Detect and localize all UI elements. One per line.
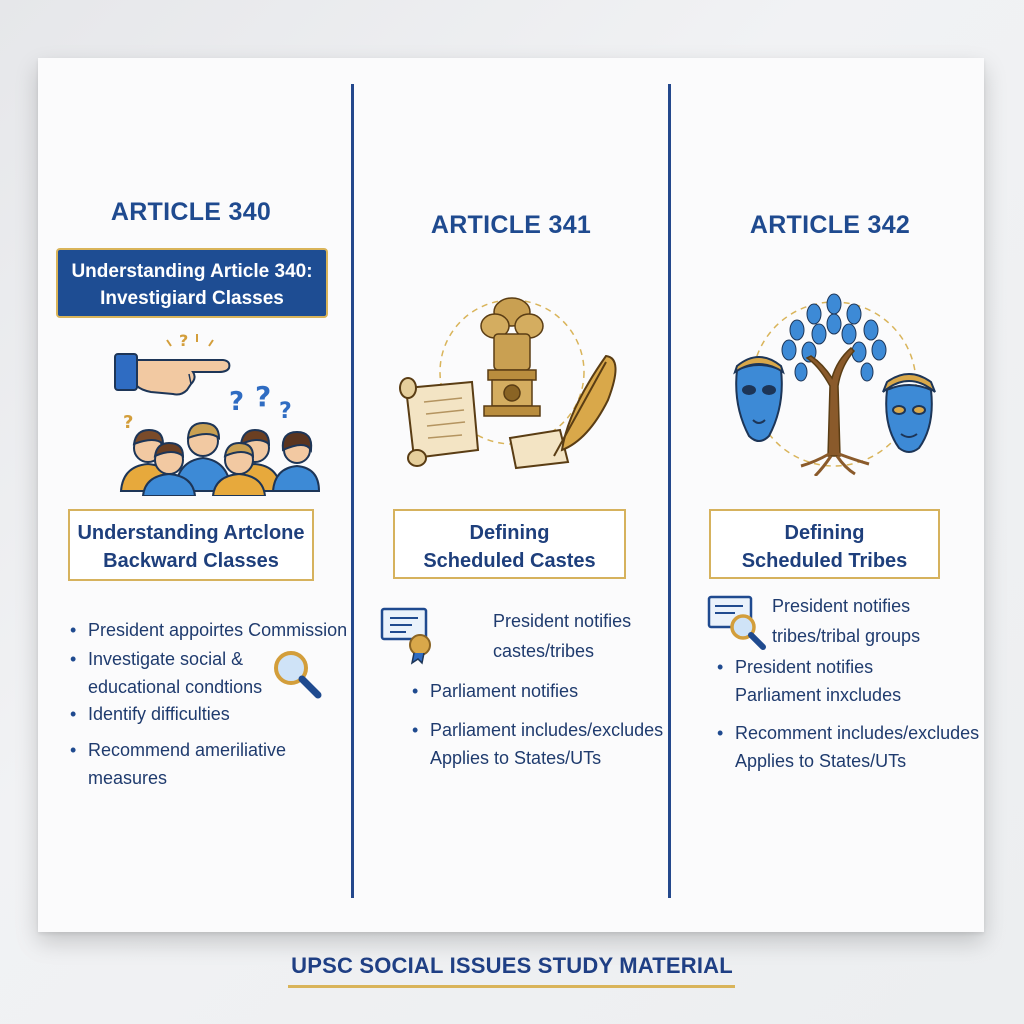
article-341-title: ARTICLE 341 xyxy=(430,211,592,239)
list-item xyxy=(70,736,287,792)
bullet-icon: • xyxy=(412,681,419,701)
article-342-title: ARTICLE 342 xyxy=(749,211,911,239)
svg-text:?: ? xyxy=(279,399,292,424)
subtitle-line-1: Understanding Artclone xyxy=(77,522,305,544)
scheduled-castes-illustration xyxy=(392,290,632,470)
subtitle-line-1: Defining xyxy=(469,522,550,544)
document-search-icon xyxy=(705,593,767,651)
list-item-text: Investigate social & xyxy=(88,649,244,669)
pointing-hand-icon xyxy=(115,354,229,395)
backward-classes-illustration xyxy=(93,326,323,496)
bullet-icon: • xyxy=(412,720,419,740)
lion-capital-emblem-icon xyxy=(481,298,543,416)
list-item xyxy=(717,719,980,775)
article-340-title: ARTICLE 340 xyxy=(110,198,272,226)
list-item xyxy=(70,616,348,644)
icon-note-line-2: castes/tribes xyxy=(493,641,595,661)
scheduled-tribes-illustration xyxy=(719,286,949,476)
list-item xyxy=(412,677,579,705)
certificate-icon xyxy=(378,605,438,665)
list-item-text: Applies to States/UTs xyxy=(430,748,602,768)
svg-text:?: ? xyxy=(179,331,189,350)
article-341-subtitle xyxy=(393,509,626,579)
magnifier-icon xyxy=(271,648,323,700)
tribal-mask-icon xyxy=(735,357,783,441)
svg-text:?: ? xyxy=(123,412,134,433)
subtitle-line-2: Scheduled Tribes xyxy=(741,550,908,572)
banner-line-1: Understanding Article 340: xyxy=(71,261,313,282)
bullet-icon: • xyxy=(717,723,724,743)
list-item-text: Identify difficulties xyxy=(88,704,230,724)
banner-line-2: Investigiard Classes xyxy=(100,288,284,309)
icon-note xyxy=(493,607,631,665)
article-340-subtitle xyxy=(68,509,314,581)
list-item-text: President notifies xyxy=(735,657,874,677)
quill-icon xyxy=(554,356,616,456)
article-341-column xyxy=(354,58,668,932)
list-item xyxy=(717,653,902,709)
tribal-mask-icon xyxy=(883,374,935,452)
subtitle-line-2: Backward Classes xyxy=(103,550,279,572)
list-item-text: Parliament notifies xyxy=(430,681,579,701)
bullet-icon: • xyxy=(70,649,77,669)
article-342-subtitle xyxy=(709,509,940,579)
svg-text:?: ? xyxy=(229,387,245,417)
list-item xyxy=(70,645,263,701)
list-item-text: Recommend ameriliative xyxy=(88,740,287,760)
footer-title: UPSC SOCIAL ISSUES STUDY MATERIAL xyxy=(291,953,733,978)
infographic-sheet xyxy=(38,58,984,932)
svg-text:?: ? xyxy=(255,380,272,413)
list-item-text: Applies to States/UTs xyxy=(735,751,907,771)
bullet-icon: • xyxy=(717,657,724,677)
list-item xyxy=(70,700,230,728)
list-item-text: measures xyxy=(88,768,168,788)
people-group-icon xyxy=(121,423,319,496)
list-item-text: Parliament includes/excludes xyxy=(430,720,664,740)
list-item-text: educational condtions xyxy=(88,677,263,697)
list-item-text: Recomment includes/excludes xyxy=(735,723,980,743)
article-342-column xyxy=(671,58,984,932)
bullet-icon: • xyxy=(70,740,77,760)
icon-note-line-1: President notifies xyxy=(772,596,911,616)
icon-note-line-2: tribes/tribal groups xyxy=(772,626,921,646)
icon-note-line-1: President notifies xyxy=(493,611,632,631)
article-340-column xyxy=(38,58,351,932)
subtitle-line-2: Scheduled Castes xyxy=(423,550,596,572)
bullet-icon: • xyxy=(70,620,77,640)
list-item xyxy=(412,716,664,772)
tree-icon xyxy=(782,294,886,476)
icon-note xyxy=(772,592,920,650)
footer-underline xyxy=(288,985,735,988)
subtitle-line-1: Defining xyxy=(784,522,865,544)
list-item-text: President appoirtes Commission xyxy=(88,620,348,640)
list-item-text: Parliament inxcludes xyxy=(735,685,902,705)
scroll-icon xyxy=(400,378,568,468)
bullet-icon: • xyxy=(70,704,77,724)
article-340-banner xyxy=(56,248,328,318)
